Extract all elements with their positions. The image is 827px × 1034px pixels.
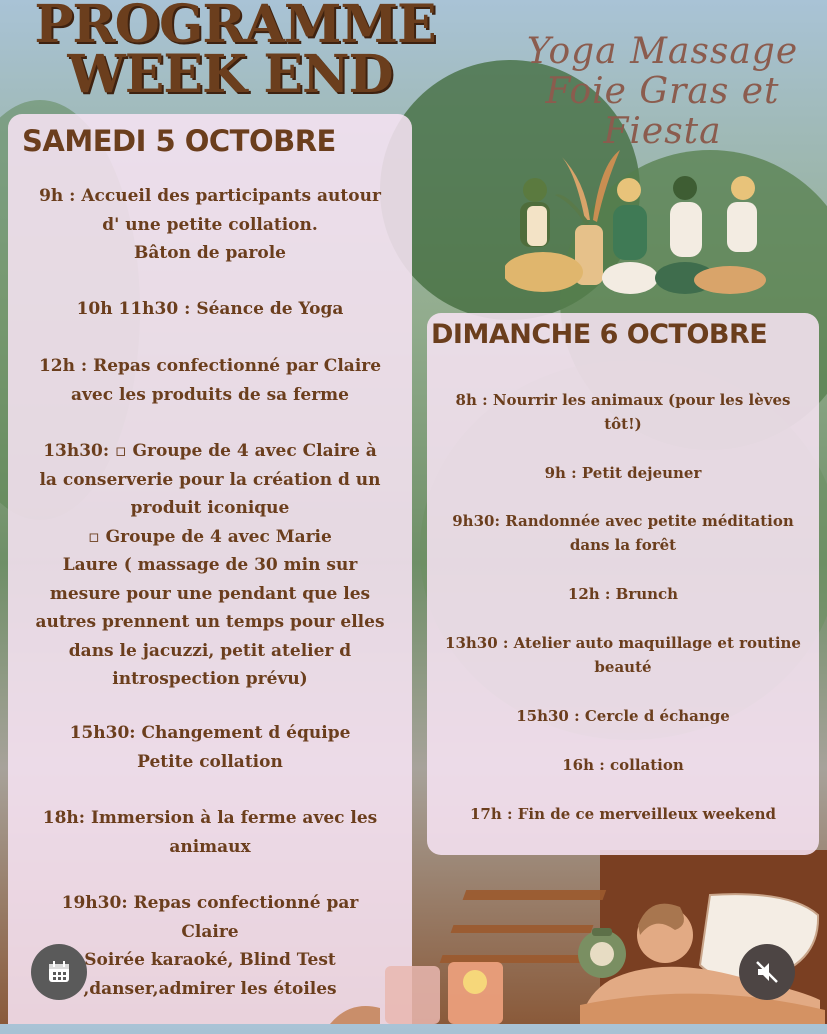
subtitle-line3: Fiesta (603, 111, 722, 152)
sunday-panel (427, 313, 819, 855)
event-line: 9h : Accueil des participants autour (39, 186, 381, 206)
mute-button[interactable] (739, 944, 795, 1000)
sunday-event (427, 802, 819, 826)
calendar-icon (46, 959, 72, 985)
event-line: beauté (594, 658, 652, 676)
event-line: ,danser,admirer les étoiles (83, 978, 337, 999)
saturday-panel (8, 114, 412, 1024)
saturday-event (8, 352, 412, 409)
sunday-event (427, 509, 819, 557)
event-line: produit iconique (130, 498, 290, 518)
event-line: dans le jacuzzi, petit atelier d (68, 640, 352, 661)
event-line: 13h30: ▫ Groupe de 4 avec Claire à (43, 441, 377, 461)
sunday-heading: DIMANCHE 6 OCTOBRE (431, 319, 768, 350)
subtitle-line2: Foie Gras et (545, 71, 780, 112)
event-line: la conserverie pour la création d un (39, 469, 381, 490)
event-line: 13h30 : Atelier auto maquillage et routine (445, 634, 801, 652)
event-line: tôt!) (604, 415, 642, 433)
event-line: d' une petite collation. (102, 214, 318, 235)
saturday-event (8, 437, 412, 694)
cocktail-glasses-image (330, 960, 520, 1024)
event-line: introspection prévu) (112, 669, 308, 689)
sunday-event (427, 388, 819, 436)
event-line: Petite collation (137, 751, 283, 772)
sunday-event (427, 753, 819, 777)
saturday-heading: SAMEDI 5 OCTOBRE (22, 124, 336, 158)
sunday-event (427, 631, 819, 679)
event-line: Soirée karaoké, Blind Test (84, 950, 336, 970)
event-line: autres prennent un temps pour elles (35, 612, 385, 632)
event-line: Laure ( massage de 30 min sur (62, 555, 358, 575)
event-line: 12h : Brunch (567, 585, 679, 603)
event-line: ▫ Groupe de 4 avec Marie (88, 526, 332, 547)
event-line: 8h : Nourrir les animaux (pour les lèves (455, 391, 791, 409)
event-line: animaux (169, 836, 251, 857)
event-line: 15h30 : Cercle d échange (516, 707, 730, 725)
sunday-event (427, 704, 819, 728)
yoga-women-illustration (505, 150, 770, 300)
event-line: 10h 11h30 : Séance de Yoga (76, 299, 344, 319)
event-line: 17h : Fin de ce merveilleux weekend (469, 805, 776, 823)
page-title-line1: PROGRAMME (34, 0, 436, 55)
calendar-button[interactable] (31, 944, 87, 1000)
sunday-event (427, 461, 819, 485)
event-line: 9h30: Randonnée avec petite méditation (452, 512, 794, 530)
event-line: 18h: Immersion à la ferme avec les (42, 808, 378, 828)
event-line: 16h : collation (562, 756, 684, 774)
event-line: 15h30: Changement d équipe (69, 723, 351, 743)
event-line: Claire (181, 921, 239, 942)
speaker-muted-icon (753, 958, 781, 986)
event-line: avec les produits de sa ferme (71, 384, 349, 405)
event-line: 9h : Petit dejeuner (544, 464, 702, 482)
saturday-event (8, 804, 412, 861)
subtitle-line1: Yoga Massage (526, 31, 799, 72)
event-line: 19h30: Repas confectionné par (61, 893, 359, 913)
event-line: 12h : Repas confectionné par Claire (38, 356, 382, 376)
saturday-event (8, 182, 412, 268)
saturday-event (8, 295, 412, 324)
event-line: dans la forêt (569, 536, 677, 554)
saturday-event (8, 719, 412, 776)
sunday-event (427, 582, 819, 606)
event-line: Bâton de parole (134, 243, 286, 263)
page-title-line2: WEEK END (67, 44, 393, 105)
event-line: mesure pour une pendant que les (49, 583, 371, 604)
